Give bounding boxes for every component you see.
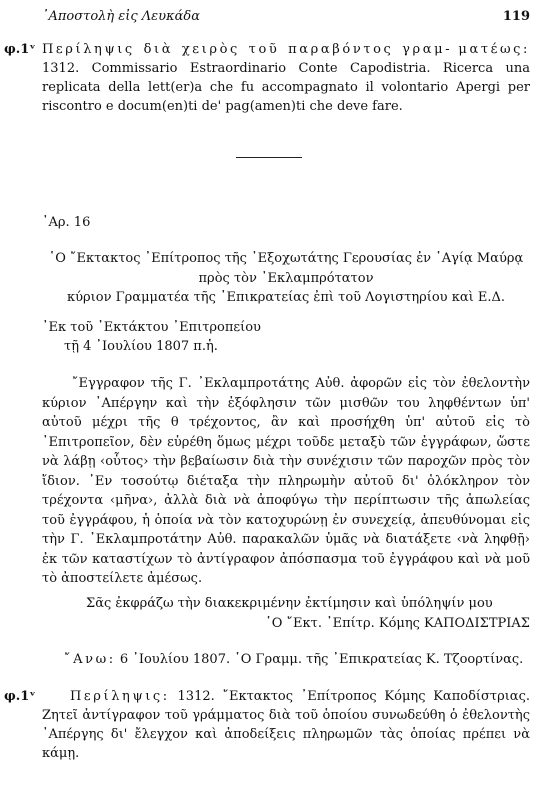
page-number: 119 [502, 9, 530, 24]
document-number: ᾽Αρ. 16 [42, 215, 91, 230]
summary-text: 1312. Commissario Estraordinario Conte Capodistria. Ricerca una replicata della lett(er)a che fu accompagnato il volontario Apergi per riscontro e docum(en)ti de' pag(amen)ti che deve fare. [42, 61, 530, 114]
address-line-3: κύριον Γραμματέα τῆς ᾽Επικρατείας ἐπὶ τοῦ Λογιστηρίου καὶ Ε.Δ. [67, 290, 505, 305]
summary-lead: Περίληψις διὰ χειρὸς τοῦ παραβόντος γραμ- [42, 42, 453, 57]
address-line-1: ῾Ο ῎Εκτακτος ᾽Επίτροπος τῆς ᾽Εξοχωτάτης Γερουσίας ἐν ῾Αγίᾳ Μαύρᾳ [48, 251, 524, 266]
letter-body: ῎Εγγραφον τῆς Γ. ᾽Εκλαμπροτάτης Αὐθ. ἀφορῶν εἰς τὸν ἐθελοντὴν κύριον ᾽Απέργην καὶ τὴν ἐξόφλησιν τῶν μισθῶν του ληφθέντων ὑπ' αὐτοῦ μέχρι τῆς θ τρέχοντος, ἂν καὶ προσήχθη ὑπ' αὐτοῦ εἰς τὸ ᾽Επιτροπεῖον, δὲν εὑρέθη ὅμως μέχρι τοῦδε μεταξὺ τῶν ἐγγράφων, ὥστε νὰ λάβῃ ‹οὗτος› τὴν βεβαίωσιν διὰ τὴν συνέχισιν τῶν παροχῶν πρὸς τὸν ἴδιον. ᾽Εν τοσούτῳ διέταξα τὴν πληρωμὴν αὐτοῦ δι' ὁλόκληρον τὸν τρέχοντα ‹μῆνα›, ἀλλὰ διὰ νὰ ἀποφύγω τὴν περίπτωσιν τῆς ἀπωλείας τοῦ ἐγγράφου, ἡ ὁποία νὰ τὸν κατοχυρώνῃ ἐν συνεχείᾳ, ἀπευθύνομαι εἰς τὴν Γ. ᾽Εκλαμπροτάτην Αὐθ. παρακαλῶν ὑμᾶς νὰ διατάξετε ‹νὰ ληφθῇ› ἐκ τῶν καταστίχων τὸ ἀντίγραφον ἀπόσπασμα τοῦ ἐγγράφου καὶ νὰ μοῦ τὸ ἀποστείλετε ἀμέσως. [42, 376, 530, 586]
signature: ῾Ο ῎Εκτ. ᾽Επίτρ. Κόμης ΚΑΠΟΔΙΣΤΡΙΑΣ [265, 616, 530, 631]
greek-summary [42, 687, 530, 761]
summary2-text: 1312. ῎Εκτακτος ᾽Επίτροπος Κόμης Καποδίστριας. Ζητεῖ ἀντίγραφον τοῦ γράμματος διὰ τοῦ ὁποίου συνωδεύθη ὁ ἐθελοντὴς ᾽Απέργης δι' ἔλεγχον καὶ ἀποδείξεις πληρωμῶν τὰς ὁποίας πρέπει νὰ κάμῃ. [42, 689, 530, 761]
summary-lead-cont: ματέως: [458, 42, 531, 57]
dateline-date: τῇ 4 ᾽Ιουλίου 1807 π.ἡ. [64, 339, 218, 354]
address-line-2: πρὸς τὸν ᾽Εκλαμπρότατον [198, 271, 374, 286]
reply-prefix: ῎Ανω: [64, 652, 116, 667]
running-title: ᾽Αποστολὴ εἰς Λευκάδα [42, 9, 200, 24]
italian-summary [42, 40, 530, 116]
margin-folio-label-2: φ.1ᵛ [4, 689, 36, 704]
closing-formula: Σᾶς ἐκφράζω τὴν διακεκριμένην ἐκτίμησιν καὶ ὑπόληψίν μου [86, 596, 493, 611]
reply-note [64, 652, 523, 667]
margin-folio-label: φ.1ᵛ [4, 42, 36, 57]
reply-text: 6 ᾽Ιουλίου 1807. ῾Ο Γραμμ. τῆς ᾽Επικρατείας Κ. Τζοορτίνας. [119, 652, 524, 667]
dateline-place: ᾽Εκ τοῦ ᾽Εκτάκτου ᾽Επιτροπείου [42, 320, 261, 335]
summary2-lead: Περίληψις: [70, 689, 170, 704]
section-divider [236, 157, 302, 158]
